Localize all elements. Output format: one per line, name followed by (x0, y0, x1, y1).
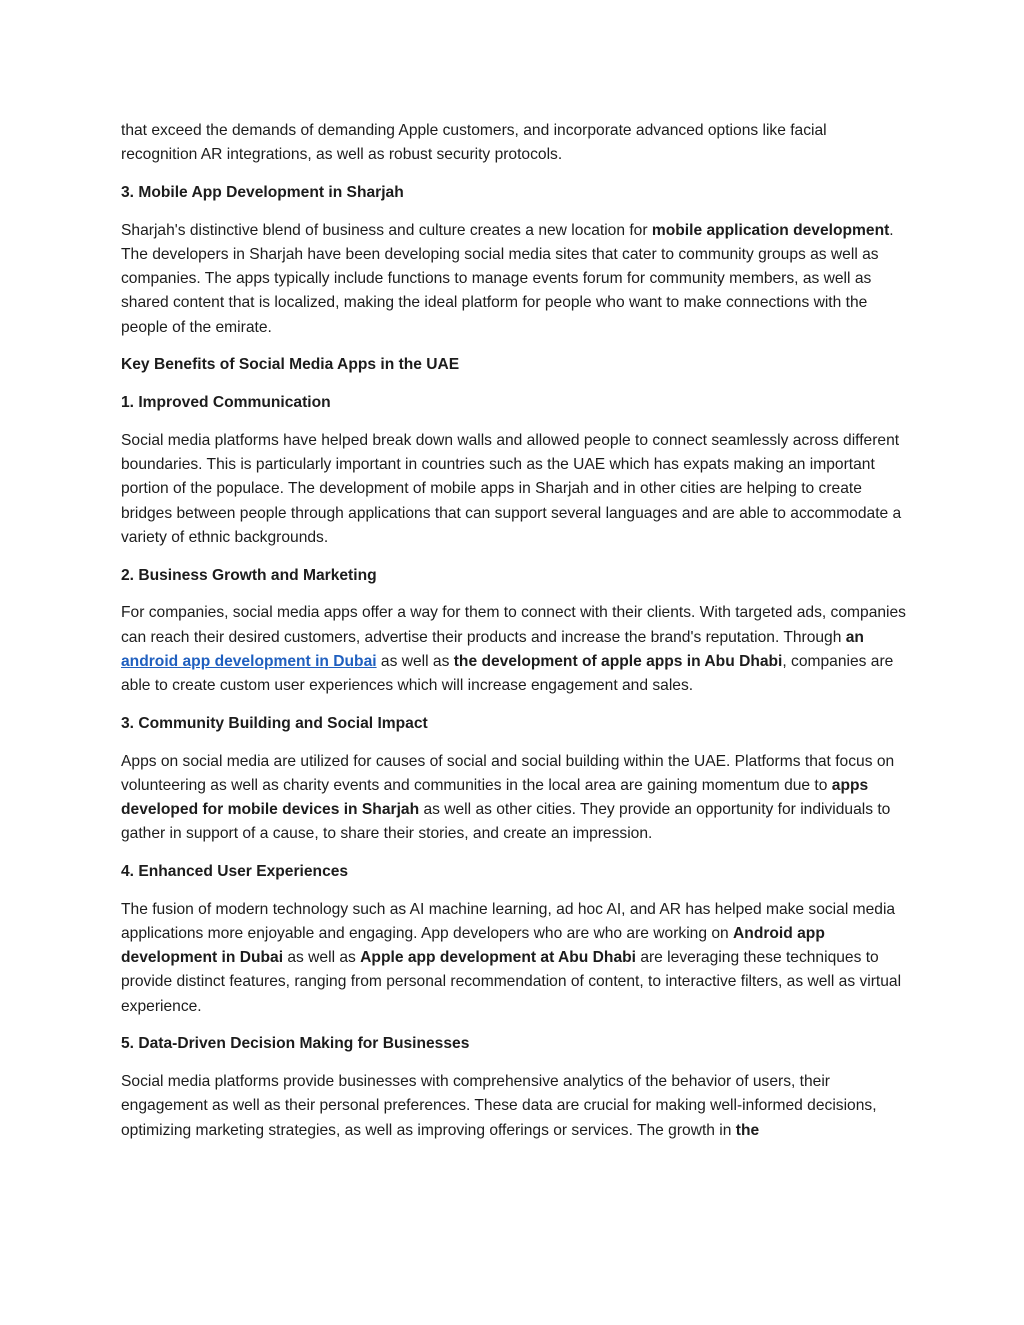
paragraph-text: Social media platforms have helped break down walls and allowed people to connect seamlessly across different boundaries. This is particularly important in countries such as the UAE which has expats making an important portion of the populace. The development of mobile apps in Sharjah and in other cities are helping to create bridges between people through applications that can support several languages and are able to accommodate a variety of ethnic backgrounds. (121, 432, 902, 546)
paragraph-text: as well as (283, 949, 361, 967)
bold-text: the (735, 1121, 760, 1139)
paragraph-communication (121, 429, 907, 550)
heading-mobile-app-development-sharjah: 3. Mobile App Development in Sharjah (121, 184, 404, 201)
document-page (121, 119, 907, 1156)
paragraph-intro-continued (121, 119, 907, 167)
paragraph-data-driven (121, 1070, 907, 1143)
heading-key-benefits: Key Benefits of Social Media Apps in the UAE (121, 356, 460, 374)
paragraph-user-experiences (121, 898, 907, 1019)
heading-improved-communication: 1. Improved Communication (121, 394, 331, 412)
paragraph-text: Social media platforms provide businesses with comprehensive analytics of the behavior of users, their engagement as well as their personal preferences. These data are crucial for making well-informed decisions, optimizing marketing strategies, as well as improving offerings or services. The growth in (121, 1073, 877, 1139)
paragraph-text: The fusion of modern technology such as AI machine learning, ad hoc AI, and AR has helped make social media applications more enjoyable and engaging. App developers who are who are working on (121, 900, 896, 943)
android-app-development-dubai-link[interactable]: android app development in Dubai (121, 652, 377, 670)
heading-data-driven: 5. Data-Driven Decision Making for Businesses (121, 1035, 470, 1053)
bold-text: Apple app development at Abu Dhabi (360, 949, 636, 967)
heading-business-growth: 2. Business Growth and Marketing (121, 566, 377, 584)
paragraph-text: Apps on social media are utilized for causes of social and social building within the UAE. Platforms that focus on volunteering as well as charity events and communities in the local area are gaining momentum due to (121, 752, 895, 794)
paragraph-text: For companies, social media apps offer a way for them to connect with their clients. With targeted ads, companies can reach their desired customers, advertise their products and increase the brand's reputation. Through (121, 604, 906, 646)
paragraph-sharjah (121, 219, 907, 340)
bold-text: mobile application development (651, 221, 890, 239)
paragraph-text: , companies are able to create custom user experiences which will increase engagement and sales. (121, 652, 894, 695)
paragraph-text: as well as other cities. They provide an opportunity for individuals to gather in support of a cause, to share their stories, and create an impression. (121, 801, 891, 843)
paragraph-text: as well as (376, 652, 454, 670)
paragraph-text: are leveraging these techniques to provide distinct features, ranging from personal recommendation of content, to interactive filters, as well as virtual experience. (121, 949, 902, 1015)
heading-community-building: 3. Community Building and Social Impact (121, 714, 428, 732)
paragraph-text: . The developers in Sharjah have been developing social media sites that cater to community groups as well as companies. The apps typically include functions to manage events forum for community members, as well as shared content that is localized, making the ideal platform for people who want to make connections with the people of the emirate. (121, 221, 894, 336)
paragraph-text: that exceed the demands of demanding Apple customers, and incorporate advanced options like facial recognition AR integrations, as well as robust security protocols. (121, 122, 827, 164)
paragraph-text: Sharjah's distinctive blend of business and culture creates a new location for (121, 221, 652, 239)
bold-text: an (845, 628, 864, 646)
bold-text: the development of apple apps in Abu Dhabi (453, 652, 783, 670)
bold-text: apps developed for mobile devices in Sharjah (121, 776, 869, 819)
bold-text: Android app development in Dubai (121, 925, 825, 967)
paragraph-community (121, 750, 907, 847)
heading-enhanced-user-experiences: 4. Enhanced User Experiences (121, 863, 349, 881)
paragraph-business-growth (121, 601, 907, 698)
